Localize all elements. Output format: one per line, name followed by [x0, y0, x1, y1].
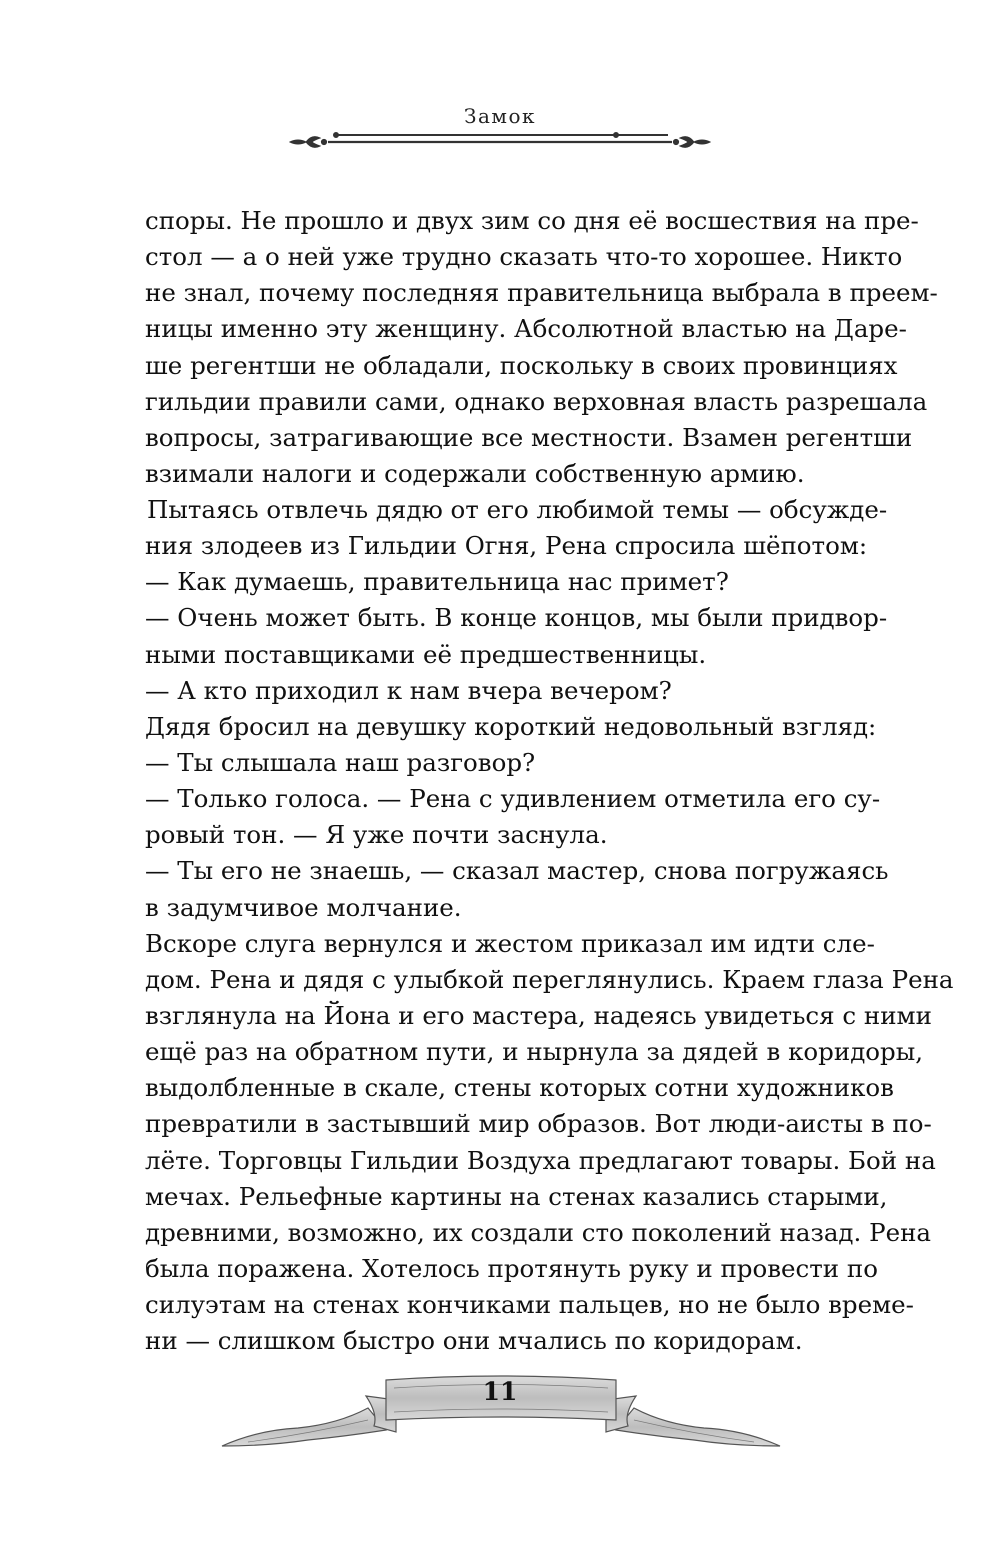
text-line: древними, возможно, их создали сто поколений назад. Рена	[145, 1217, 932, 1247]
text-line: ше регентши не обладали, поскольку в своих провинциях	[145, 350, 898, 380]
text-line: взимали налоги и содержали собственную армию.	[145, 458, 805, 488]
text-line: ни — слишком быстро они мчались по коридорам.	[145, 1326, 803, 1356]
text-line: ницы именно эту женщину. Абсолютной властью на Даре-	[145, 314, 907, 344]
text-line: Вскоре слуга вернулся и жестом приказал им идти сле-	[145, 928, 875, 958]
text-line: Пытаясь отвлечь дядю от его любимой темы — обсужде-	[147, 495, 888, 524]
text-line: споры. Не прошло и двух зим со дня её восшествия на пре-	[145, 206, 919, 235]
text-line: стол — а о ней уже трудно сказать что-то хорошее. Никто	[145, 242, 903, 272]
text-line: мечах. Рельефные картины на стенах казались старыми,	[145, 1181, 888, 1211]
text-line: гильдии правили сами, однако верховная власть разрешала	[145, 386, 928, 416]
text-line: ными поставщиками её предшественницы.	[145, 639, 707, 669]
text-line: — Только голоса. — Рена с удивлением отметила его су-	[145, 784, 881, 814]
text-line: — Очень может быть. В конце концов, мы были придвор-	[145, 603, 888, 633]
text-line: ещё раз на обратном пути, и нырнула за дядей в коридоры,	[145, 1037, 923, 1067]
text-line: — А кто приходил к нам вчера вечером?	[145, 675, 672, 705]
running-header-title: Замок	[464, 104, 536, 128]
text-line: была поражена. Хотелось протянуть руку и провести по	[145, 1253, 878, 1283]
text-line: — Как думаешь, правительница нас примет?	[145, 567, 729, 597]
body-text-continued	[145, 492, 954, 1359]
text-line: — Ты его не знаешь, — сказал мастер, снова погружаясь	[145, 856, 889, 886]
text-line: — Ты слышала наш разговор?	[145, 747, 536, 777]
text-line: взглянула на Йона и его мастера, надеясь увидеться с ними	[145, 1000, 932, 1030]
text-line: не знал, почему последняя правительница выбрала в преем-	[145, 278, 938, 308]
body-text	[145, 203, 938, 528]
text-line: в задумчивое молчание.	[145, 892, 462, 922]
page-number: 11	[482, 1377, 518, 1406]
text-line: ровый тон. — Я уже почти заснула.	[145, 820, 608, 850]
text-line: ния злодеев из Гильдии Огня, Рена спросила шёпотом:	[145, 531, 868, 561]
text-line: лёте. Торговцы Гильдии Воздуха предлагают товары. Бой на	[145, 1145, 936, 1175]
header-ornament-divider	[288, 126, 712, 152]
text-line: Дядя бросил на девушку короткий недовольный взгляд:	[145, 711, 877, 741]
text-line: выдолбленные в скале, стены которых сотни художников	[145, 1073, 894, 1103]
text-line: вопросы, затрагивающие все местности. Взамен регентши	[145, 422, 913, 452]
text-line: дом. Рена и дядя с улыбкой переглянулись. Краем глаза Рена	[145, 964, 954, 994]
text-line: силуэтам на стенах кончиками пальцев, но не было време-	[145, 1290, 914, 1320]
text-line: превратили в застывший мир образов. Вот люди-аисты в по-	[145, 1109, 932, 1139]
